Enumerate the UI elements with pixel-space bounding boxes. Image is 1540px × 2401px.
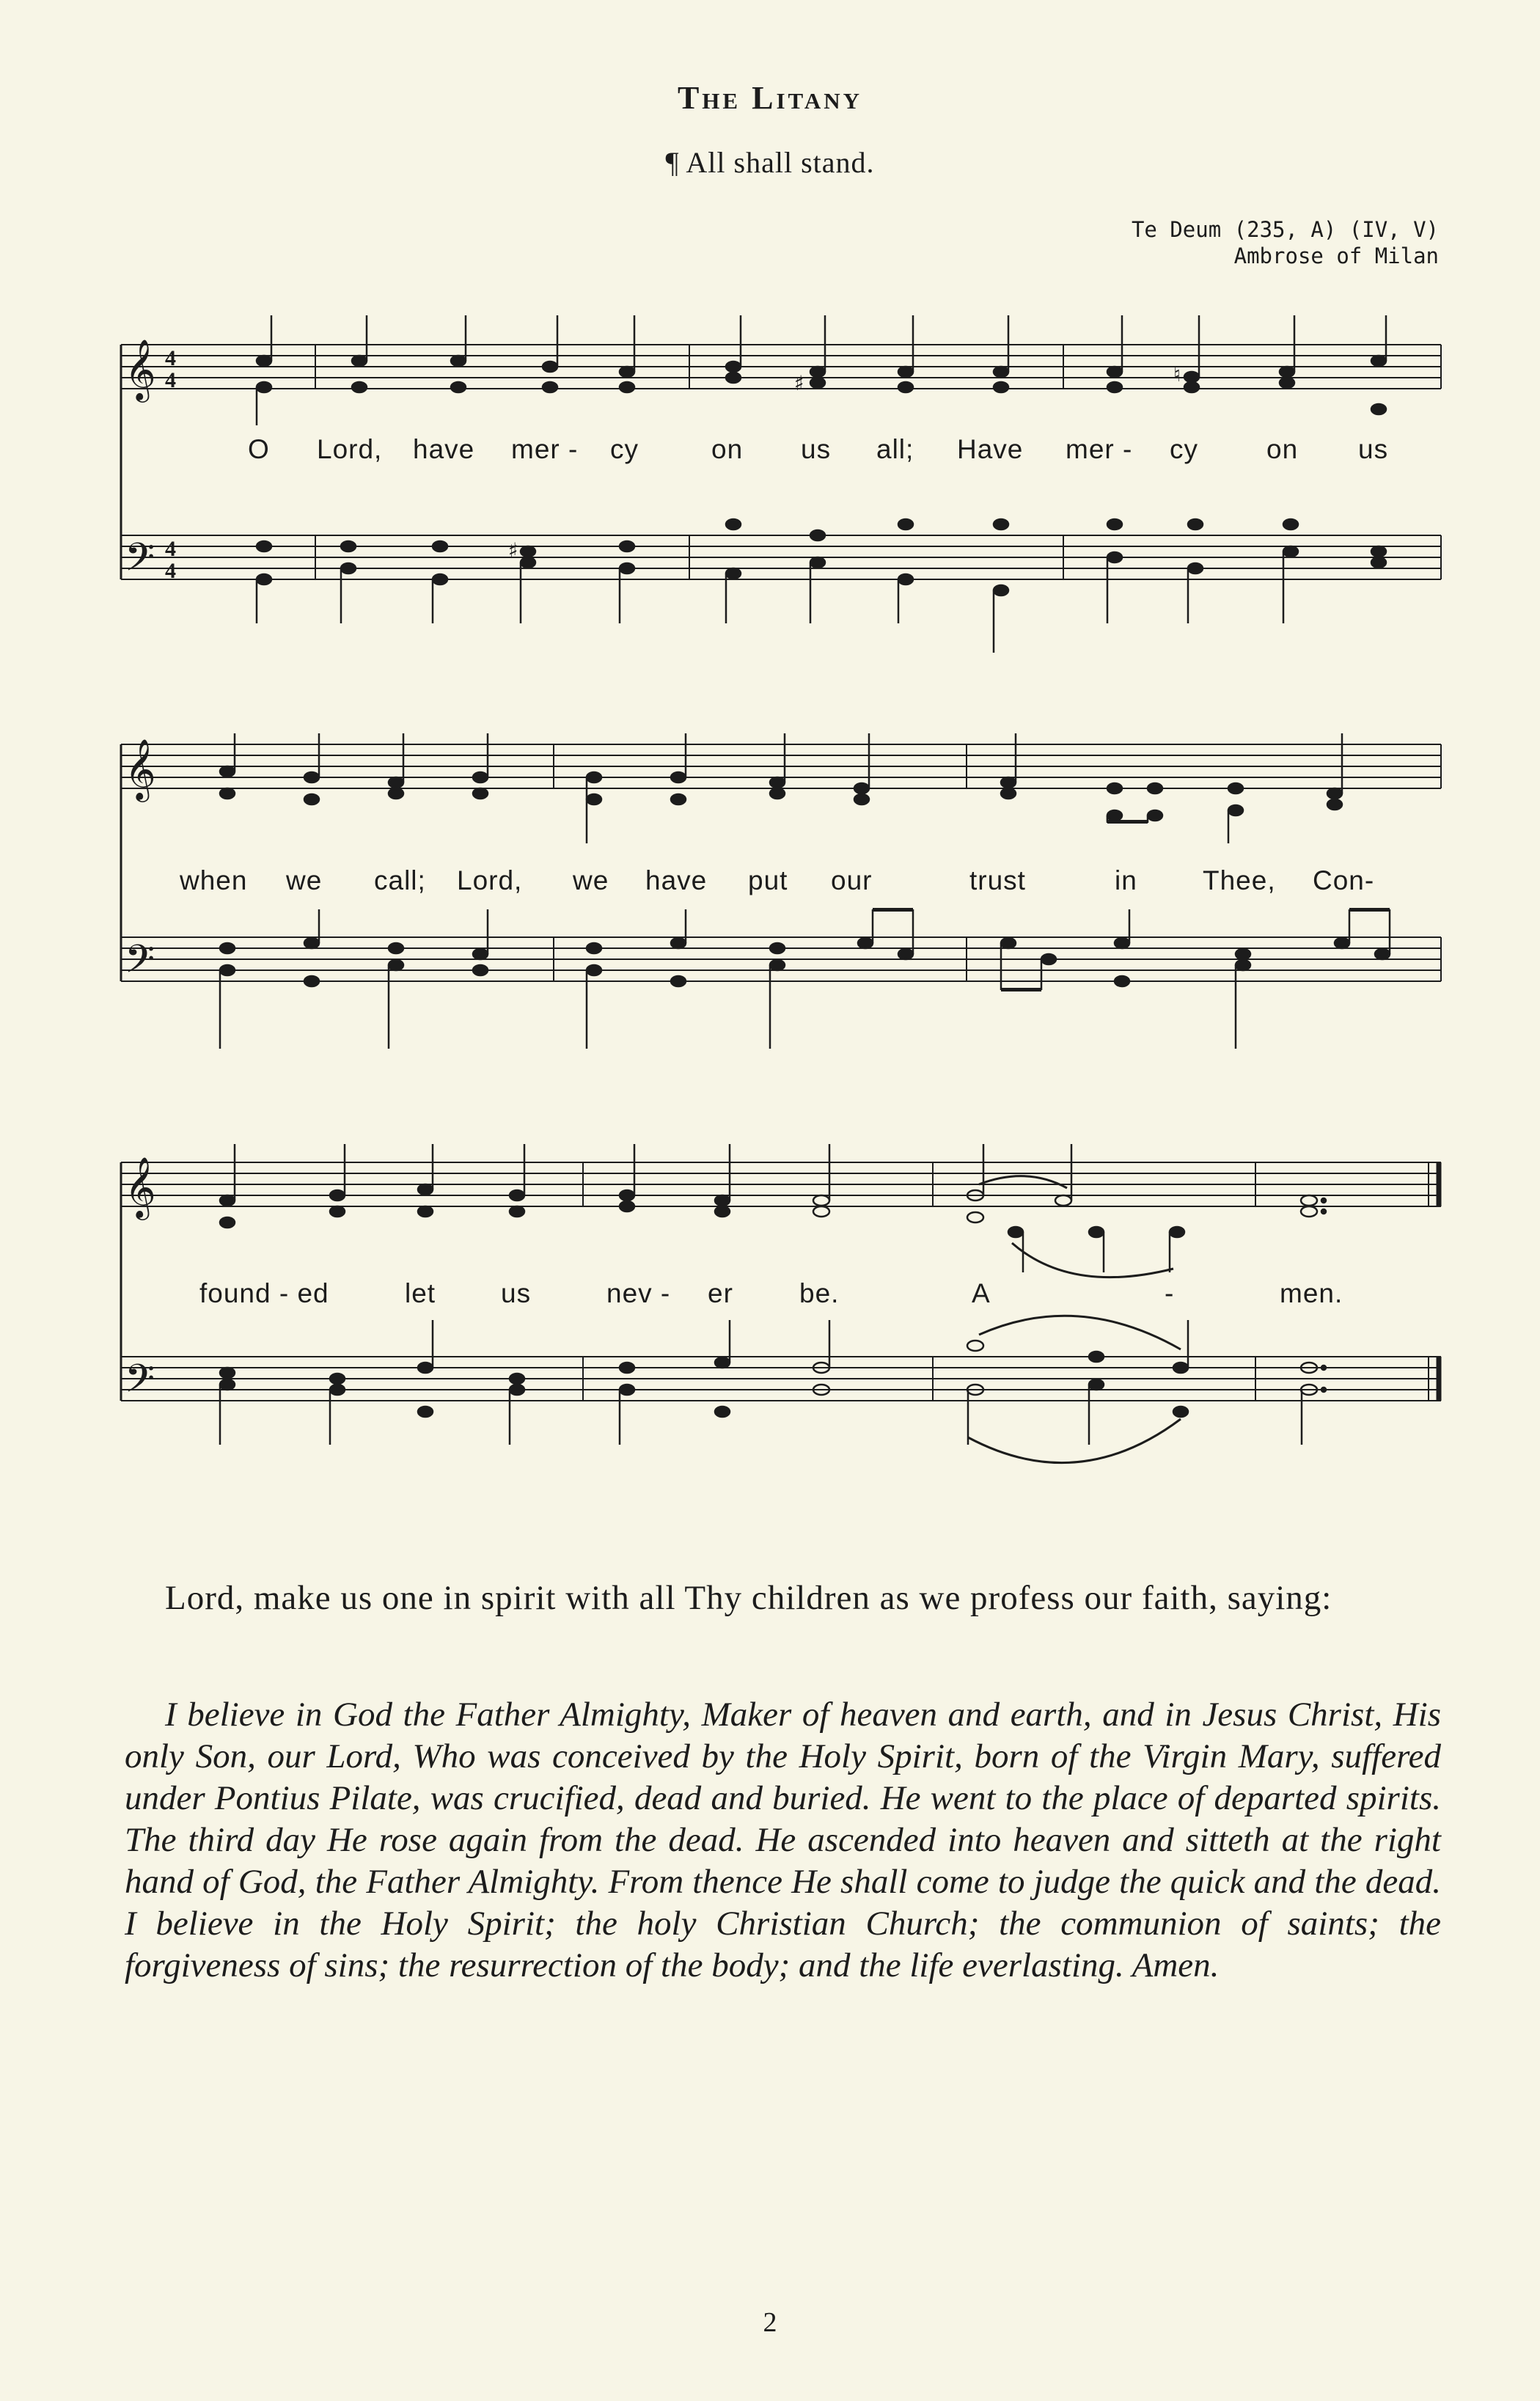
svg-text:𝄞: 𝄞 bbox=[125, 338, 156, 400]
lyric-syllable: be. bbox=[799, 1278, 840, 1308]
svg-text:♯: ♯ bbox=[794, 371, 804, 395]
lyric-syllable: have bbox=[413, 434, 475, 464]
lyric-syllable: us bbox=[501, 1278, 532, 1308]
lyric-line-1 bbox=[0, 434, 1540, 471]
page-number: 2 bbox=[763, 2307, 777, 2338]
lyric-syllable: cy bbox=[1170, 434, 1198, 464]
music-notation-1 bbox=[0, 315, 1540, 667]
lyric-syllable: - bbox=[1165, 1278, 1175, 1308]
lyric-syllable: on bbox=[711, 434, 744, 464]
apostles-creed-paragraph: I believe in God the Father Almighty, Maker of heaven and earth, and in Jesus Christ, His only Son, our Lord, Who was conceived by the Holy Spirit, born of the Virgin Mary, suffered under Pontius Pilate, was crucified, dead and buried. He went to the place of departed spirits. The third day He rose again from the dead. He ascended into heaven and sitteth at the right hand of God, the Father Almighty. From thence He shall come to judge the quick and the dead. I believe in the Holy Spirit; the holy Christian Church; the communion of saints; the forgiveness of sins; the resurrection of the body; and the life everlasting. Amen. bbox=[125, 1696, 1441, 1984]
lyric-syllable: Thee, bbox=[1203, 865, 1276, 895]
lyric-line-2 bbox=[0, 865, 1540, 902]
title-first-letter: T bbox=[677, 80, 703, 116]
svg-text:𝄢: 𝄢 bbox=[125, 937, 155, 991]
svg-text:4: 4 bbox=[165, 368, 176, 392]
svg-text:𝄢: 𝄢 bbox=[125, 1357, 155, 1411]
lyric-syllable: Have bbox=[957, 434, 1024, 464]
svg-text:♮: ♮ bbox=[1173, 362, 1181, 386]
lyric-syllable: A bbox=[972, 1278, 991, 1308]
rubric: ¶ All shall stand. bbox=[665, 146, 875, 179]
lyric-syllable: have bbox=[645, 865, 708, 895]
svg-text:𝄢: 𝄢 bbox=[125, 535, 155, 590]
svg-text:𝄞: 𝄞 bbox=[125, 1156, 156, 1217]
title-word-2: itany bbox=[776, 80, 863, 116]
title-word-1: he bbox=[702, 80, 752, 116]
lyric-syllable: men. bbox=[1280, 1278, 1343, 1308]
lyric-syllable: put bbox=[748, 865, 788, 895]
lyric-syllable: Lord, bbox=[457, 865, 523, 895]
music-system-3 bbox=[0, 1115, 1540, 1496]
lyric-syllable: mer - bbox=[511, 434, 579, 464]
lyric-syllable: our bbox=[831, 865, 873, 895]
prayer-paragraph: Lord, make us one in spirit with all Thy children as we profess our faith, saying: bbox=[165, 1579, 1332, 1617]
lyric-syllable: on bbox=[1266, 434, 1299, 464]
lyric-syllable: cy bbox=[610, 434, 639, 464]
title-second-letter: L bbox=[752, 80, 777, 116]
hymn-attribution bbox=[1132, 216, 1439, 269]
lyric-syllable: O bbox=[248, 434, 270, 464]
svg-text:4: 4 bbox=[165, 537, 176, 561]
lyric-syllable: let bbox=[405, 1278, 436, 1308]
svg-text:4: 4 bbox=[165, 346, 176, 370]
lyric-syllable: er bbox=[708, 1278, 733, 1308]
lyric-line-3 bbox=[0, 1278, 1540, 1315]
lyric-syllable: when bbox=[180, 865, 248, 895]
lyric-syllable: mer - bbox=[1066, 434, 1133, 464]
lyric-syllable: us bbox=[801, 434, 832, 464]
svg-text:4: 4 bbox=[165, 559, 176, 583]
lyric-syllable: us bbox=[1358, 434, 1389, 464]
lyric-syllable: we bbox=[286, 865, 323, 895]
tune-info: Te Deum (235, A) (IV, V) bbox=[1131, 217, 1439, 242]
music-system-2 bbox=[0, 733, 1540, 1071]
composer: Ambrose of Milan bbox=[1233, 243, 1439, 268]
music-notation-2 bbox=[0, 733, 1540, 1071]
lyric-syllable: nev - bbox=[606, 1278, 671, 1308]
lyric-syllable: Con- bbox=[1313, 865, 1375, 895]
svg-text:♯: ♯ bbox=[508, 538, 518, 562]
lyric-syllable: trust bbox=[969, 865, 1026, 895]
lyric-syllable: we bbox=[573, 865, 609, 895]
lyric-syllable: in bbox=[1115, 865, 1137, 895]
music-system-1 bbox=[0, 315, 1540, 667]
lyric-syllable: all; bbox=[876, 434, 914, 464]
lyric-syllable: found - ed bbox=[199, 1278, 329, 1308]
lyric-syllable: call; bbox=[374, 865, 426, 895]
page-title bbox=[0, 79, 1540, 117]
lyric-syllable: Lord, bbox=[317, 434, 383, 464]
svg-text:𝄞: 𝄞 bbox=[125, 738, 156, 799]
